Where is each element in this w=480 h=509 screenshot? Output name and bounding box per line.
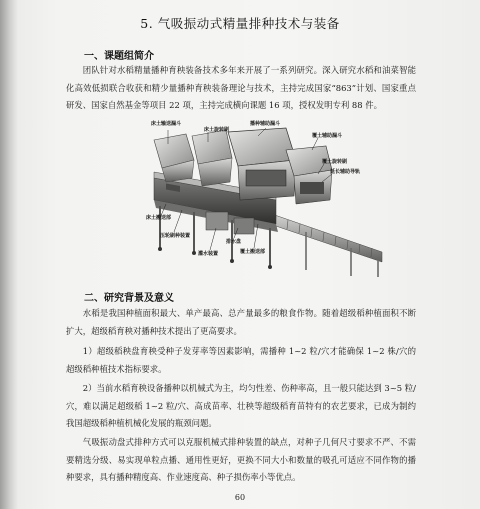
label-water-device: 灌水装置 [198,251,219,257]
label-extension-rail: 延长辅助导轨 [330,169,361,175]
label-cover-soil-hopper: 覆土辅助漏斗 [312,133,343,139]
background-paragraph-4: 气吸振动盘式排种方式可以克服机械式排种装置的缺点，对种子几何尺寸要求不严、不需要精选分级、易实现单粒点播、通用性更好，更换不同大小和数量的吸孔可适应不同作物的播种要求，具有播种精度高、作业速度高、种子损伤率小等优点。 [66,437,416,483]
label-bed-soil-hopper: 床土输送漏斗 [151,121,182,127]
intro-paragraph: 团队针对水稻精量播种育秧装备技术多年来开展了一系列研究。深入研究水稻和油菜智能化高效低损联合收获和精少量播种育秧装备理论与技术，主持完成国家“863”计划、国家重点研发、国家自然基金等项目 22 项，主持完成横向课题 16 项，授权发明专利 88 件。 [66,65,416,111]
page-fold-shadow [0,0,18,509]
section-heading-intro: 一、课题组简介 [84,51,154,62]
background-paragraph-1: 水稻是我国种植面积最大、单产最高、总产量最多的粮食作物。随着超级稻种植面积不断扩大，超级稻育秧对播种技术提出了更高要求。 [66,308,416,336]
label-cover-soil-brush: 覆土旋转刷 [322,159,348,165]
label-bed-soil-conveyor: 床土搬送部 [146,215,172,221]
background-paragraph-2: 1）超级稻秧盘育秧受种子发芽率等因素影响，需播种 1~2 粒/穴才能确保 1~2 株/穴的超级稻种植技术指标要求。 [66,346,416,374]
page-title: 5. 气吸振动式精量排种技术与装备 [140,16,340,31]
label-water-tray: 排水盘 [226,239,242,245]
background-paragraph-3: 2）当前水稻育秧设备播种以机械式为主，均匀性差、伤种率高，且一般只能达到 3~5 粒/穴，难以满足超级稻 1~2 粒/穴、高成苗率、壮秧等超级稻育苗特有的农艺要求，已成为制约我国超级稻种植机械化发展的瓶颈问题。 [66,383,416,429]
page-number: 60 [234,493,246,502]
label-cover-soil-conveyor: 覆土搬送部 [240,249,266,255]
seeding-machine-figure [146,120,384,278]
label-seeding-hopper: 播种辅助漏斗 [250,121,281,127]
label-bed-soil-brush: 床土旋转刷 [204,127,230,133]
label-press-roller: 压轮刷种装置 [160,233,191,239]
section-heading-background: 二、研究背景及意义 [84,293,174,304]
